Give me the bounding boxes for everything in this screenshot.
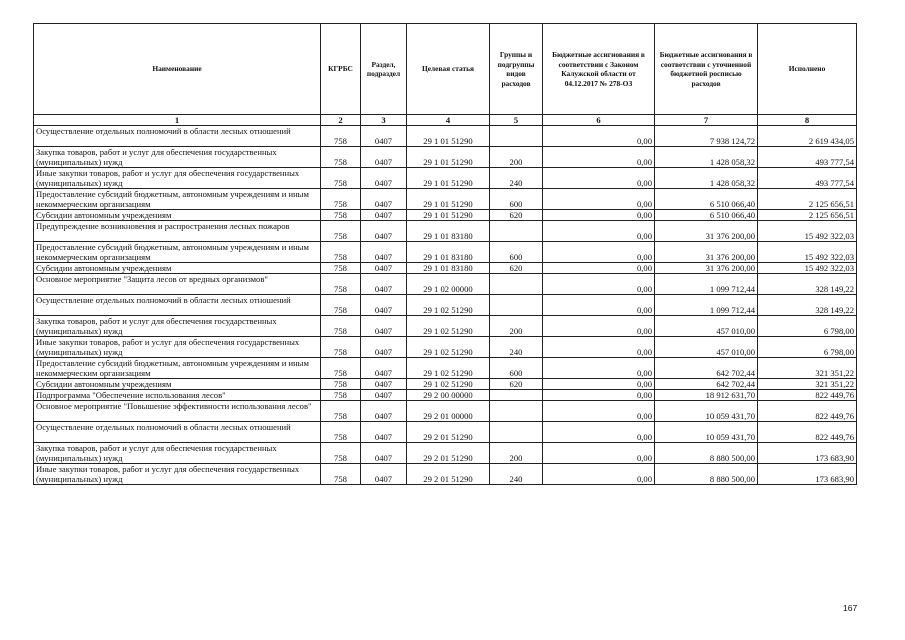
row-refined-amount: 7 938 124,72: [655, 126, 758, 147]
row-group: [490, 295, 543, 316]
row-name: Осуществление отдельных полномочий в области лесных отношений: [34, 126, 321, 147]
row-kgrbs: 758: [321, 147, 361, 168]
row-executed-amount: 173 683,90: [758, 464, 857, 485]
table-row: [34, 210, 857, 221]
budget-table: [33, 23, 857, 485]
row-kgrbs: 758: [321, 401, 361, 422]
row-target: 29 1 02 51290: [407, 358, 490, 379]
row-law-amount: 0,00: [543, 189, 655, 210]
page-number: 167: [843, 603, 858, 613]
row-executed-amount: 2 125 656,51: [758, 210, 857, 221]
row-law-amount: 0,00: [543, 147, 655, 168]
table-row: [34, 316, 857, 337]
column-number: 7: [655, 115, 758, 126]
row-kgrbs: 758: [321, 422, 361, 443]
row-target: 29 1 02 51290: [407, 316, 490, 337]
row-group: 240: [490, 337, 543, 358]
row-section: 0407: [361, 422, 407, 443]
row-kgrbs: 758: [321, 337, 361, 358]
row-executed-amount: 6 798,00: [758, 337, 857, 358]
row-kgrbs: 758: [321, 358, 361, 379]
table-row: [34, 443, 857, 464]
row-group: [490, 274, 543, 295]
row-law-amount: 0,00: [543, 390, 655, 401]
row-kgrbs: 758: [321, 126, 361, 147]
table-row: [34, 337, 857, 358]
row-executed-amount: 321 351,22: [758, 379, 857, 390]
row-law-amount: 0,00: [543, 221, 655, 242]
row-refined-amount: 31 376 200,00: [655, 263, 758, 274]
row-target: 29 1 02 51290: [407, 379, 490, 390]
row-name: Предоставление субсидий бюджетным, автономным учреждениям и иным некоммерческим организациям: [34, 358, 321, 379]
row-section: 0407: [361, 379, 407, 390]
row-kgrbs: 758: [321, 274, 361, 295]
row-section: 0407: [361, 337, 407, 358]
column-number: 8: [758, 115, 857, 126]
row-section: 0407: [361, 221, 407, 242]
row-section: 0407: [361, 443, 407, 464]
row-executed-amount: 15 492 322,03: [758, 221, 857, 242]
row-name: Закупка товаров, работ и услуг для обеспечения государственных (муниципальных) нужд: [34, 443, 321, 464]
row-law-amount: 0,00: [543, 295, 655, 316]
row-refined-amount: 457 010,00: [655, 337, 758, 358]
row-executed-amount: 493 777,54: [758, 168, 857, 189]
row-law-amount: 0,00: [543, 379, 655, 390]
row-group: 620: [490, 210, 543, 221]
row-kgrbs: 758: [321, 464, 361, 485]
col-header-name: Наименование: [34, 24, 321, 115]
row-law-amount: 0,00: [543, 316, 655, 337]
row-group: 600: [490, 189, 543, 210]
row-executed-amount: 6 798,00: [758, 316, 857, 337]
row-target: 29 1 01 51290: [407, 147, 490, 168]
row-law-amount: 0,00: [543, 242, 655, 263]
row-law-amount: 0,00: [543, 263, 655, 274]
row-name: Иные закупки товаров, работ и услуг для обеспечения государственных (муниципальных) нужд: [34, 168, 321, 189]
col-header-executed: Исполнено: [758, 24, 857, 115]
table-row: [34, 242, 857, 263]
row-target: 29 1 02 00000: [407, 274, 490, 295]
row-target: 29 1 01 83180: [407, 263, 490, 274]
row-section: 0407: [361, 358, 407, 379]
row-executed-amount: 173 683,90: [758, 443, 857, 464]
row-name: Иные закупки товаров, работ и услуг для обеспечения государственных (муниципальных) нужд: [34, 464, 321, 485]
row-target: 29 2 00 00000: [407, 390, 490, 401]
row-target: 29 1 01 51290: [407, 189, 490, 210]
column-number: 1: [34, 115, 321, 126]
row-group: [490, 401, 543, 422]
row-law-amount: 0,00: [543, 358, 655, 379]
row-executed-amount: 2 619 434,05: [758, 126, 857, 147]
row-refined-amount: 8 880 500,00: [655, 464, 758, 485]
col-header-refined: Бюджетные ассигнования в соответствии с уточненной бюджетной росписью расходов: [655, 24, 758, 115]
row-target: 29 1 01 83180: [407, 221, 490, 242]
row-name: Предоставление субсидий бюджетным, автономным учреждениям и иным некоммерческим организациям: [34, 242, 321, 263]
table-row: [34, 221, 857, 242]
table-row: [34, 274, 857, 295]
budget-table-body: [34, 126, 857, 485]
row-law-amount: 0,00: [543, 168, 655, 189]
row-refined-amount: 1 099 712,44: [655, 274, 758, 295]
row-law-amount: 0,00: [543, 126, 655, 147]
table-row: [34, 358, 857, 379]
row-name: Субсидии автономным учреждениям: [34, 263, 321, 274]
row-refined-amount: 1 099 712,44: [655, 295, 758, 316]
table-row: [34, 147, 857, 168]
row-refined-amount: 31 376 200,00: [655, 221, 758, 242]
column-number: 5: [490, 115, 543, 126]
row-executed-amount: 328 149,22: [758, 295, 857, 316]
row-target: 29 1 01 51290: [407, 168, 490, 189]
row-section: 0407: [361, 168, 407, 189]
row-group: 600: [490, 358, 543, 379]
row-group: 200: [490, 443, 543, 464]
row-target: 29 2 01 51290: [407, 422, 490, 443]
row-target: 29 2 01 51290: [407, 443, 490, 464]
table-row: [34, 379, 857, 390]
row-kgrbs: 758: [321, 189, 361, 210]
row-group: [490, 126, 543, 147]
row-section: 0407: [361, 274, 407, 295]
row-name: Основное мероприятие "Защита лесов от вредных организмов": [34, 274, 321, 295]
table-row: [34, 295, 857, 316]
row-kgrbs: 758: [321, 263, 361, 274]
row-executed-amount: 822 449,76: [758, 401, 857, 422]
row-kgrbs: 758: [321, 210, 361, 221]
table-row: [34, 263, 857, 274]
row-name: Осуществление отдельных полномочий в области лесных отношений: [34, 422, 321, 443]
row-refined-amount: 457 010,00: [655, 316, 758, 337]
row-name: Субсидии автономным учреждениям: [34, 210, 321, 221]
row-group: [490, 221, 543, 242]
row-law-amount: 0,00: [543, 274, 655, 295]
row-kgrbs: 758: [321, 221, 361, 242]
row-refined-amount: 31 376 200,00: [655, 242, 758, 263]
table-row: [34, 168, 857, 189]
row-kgrbs: 758: [321, 295, 361, 316]
row-refined-amount: 10 059 431,70: [655, 401, 758, 422]
row-target: 29 1 01 51290: [407, 210, 490, 221]
row-name: Закупка товаров, работ и услуг для обеспечения государственных (муниципальных) нужд: [34, 316, 321, 337]
row-name: Иные закупки товаров, работ и услуг для обеспечения государственных (муниципальных) нужд: [34, 337, 321, 358]
row-kgrbs: 758: [321, 242, 361, 263]
row-refined-amount: 8 880 500,00: [655, 443, 758, 464]
row-section: 0407: [361, 210, 407, 221]
row-executed-amount: 15 492 322,03: [758, 263, 857, 274]
row-refined-amount: 1 428 058,32: [655, 147, 758, 168]
table-row: [34, 126, 857, 147]
row-kgrbs: 758: [321, 443, 361, 464]
row-executed-amount: 822 449,76: [758, 390, 857, 401]
row-name: Закупка товаров, работ и услуг для обеспечения государственных (муниципальных) нужд: [34, 147, 321, 168]
column-number: 3: [361, 115, 407, 126]
row-target: 29 1 02 51290: [407, 295, 490, 316]
row-executed-amount: 822 449,76: [758, 422, 857, 443]
col-header-target: Целевая статья: [407, 24, 490, 115]
row-group: 240: [490, 464, 543, 485]
row-name: Субсидии автономным учреждениям: [34, 379, 321, 390]
row-section: 0407: [361, 189, 407, 210]
table-row: [34, 401, 857, 422]
row-target: 29 1 01 83180: [407, 242, 490, 263]
table-row: [34, 422, 857, 443]
row-group: 600: [490, 242, 543, 263]
col-header-section: Раздел, подраздел: [361, 24, 407, 115]
row-section: 0407: [361, 295, 407, 316]
col-header-group: Группы и подгруппы видов расходов: [490, 24, 543, 115]
table-row: [34, 189, 857, 210]
row-executed-amount: 15 492 322,03: [758, 242, 857, 263]
row-executed-amount: 493 777,54: [758, 147, 857, 168]
table-row: [34, 390, 857, 401]
table-row: [34, 464, 857, 485]
row-section: 0407: [361, 390, 407, 401]
col-header-kgrbs: КГРБС: [321, 24, 361, 115]
row-refined-amount: 18 912 631,70: [655, 390, 758, 401]
row-target: 29 1 02 51290: [407, 337, 490, 358]
row-target: 29 2 01 00000: [407, 401, 490, 422]
row-refined-amount: 6 510 066,40: [655, 189, 758, 210]
row-refined-amount: 1 428 058,32: [655, 168, 758, 189]
column-number: 6: [543, 115, 655, 126]
row-law-amount: 0,00: [543, 443, 655, 464]
row-section: 0407: [361, 242, 407, 263]
row-kgrbs: 758: [321, 390, 361, 401]
row-group: 240: [490, 168, 543, 189]
row-refined-amount: 642 702,44: [655, 358, 758, 379]
col-header-law: Бюджетные ассигнования в соответствии с Законом Калужской области от 04.12.2017 № 278-ОЗ: [543, 24, 655, 115]
row-target: 29 1 01 51290: [407, 126, 490, 147]
row-section: 0407: [361, 263, 407, 274]
row-name: Предоставление субсидий бюджетным, автономным учреждениям и иным некоммерческим организациям: [34, 189, 321, 210]
column-number: 2: [321, 115, 361, 126]
row-executed-amount: 321 351,22: [758, 358, 857, 379]
row-name: Основное мероприятие "Повышение эффективности использования лесов": [34, 401, 321, 422]
row-section: 0407: [361, 126, 407, 147]
row-section: 0407: [361, 147, 407, 168]
row-name: Осуществление отдельных полномочий в области лесных отношений: [34, 295, 321, 316]
column-number: 4: [407, 115, 490, 126]
row-name: Предупреждение возникновения и распространения лесных пожаров: [34, 221, 321, 242]
row-section: 0407: [361, 401, 407, 422]
row-group: 200: [490, 316, 543, 337]
row-kgrbs: 758: [321, 168, 361, 189]
row-law-amount: 0,00: [543, 210, 655, 221]
row-refined-amount: 6 510 066,40: [655, 210, 758, 221]
column-number-row: [34, 115, 857, 126]
row-law-amount: 0,00: [543, 422, 655, 443]
row-section: 0407: [361, 316, 407, 337]
row-section: 0407: [361, 464, 407, 485]
row-group: [490, 422, 543, 443]
row-group: [490, 390, 543, 401]
row-executed-amount: 328 149,22: [758, 274, 857, 295]
row-executed-amount: 2 125 656,51: [758, 189, 857, 210]
row-name: Подпрограмма "Обеспечение использования лесов": [34, 390, 321, 401]
header-row: [34, 24, 857, 115]
row-group: 620: [490, 379, 543, 390]
row-kgrbs: 758: [321, 379, 361, 390]
row-target: 29 2 01 51290: [407, 464, 490, 485]
row-refined-amount: 642 702,44: [655, 379, 758, 390]
row-law-amount: 0,00: [543, 464, 655, 485]
row-group: 200: [490, 147, 543, 168]
row-law-amount: 0,00: [543, 337, 655, 358]
row-group: 620: [490, 263, 543, 274]
row-kgrbs: 758: [321, 316, 361, 337]
row-refined-amount: 10 059 431,70: [655, 422, 758, 443]
row-law-amount: 0,00: [543, 401, 655, 422]
